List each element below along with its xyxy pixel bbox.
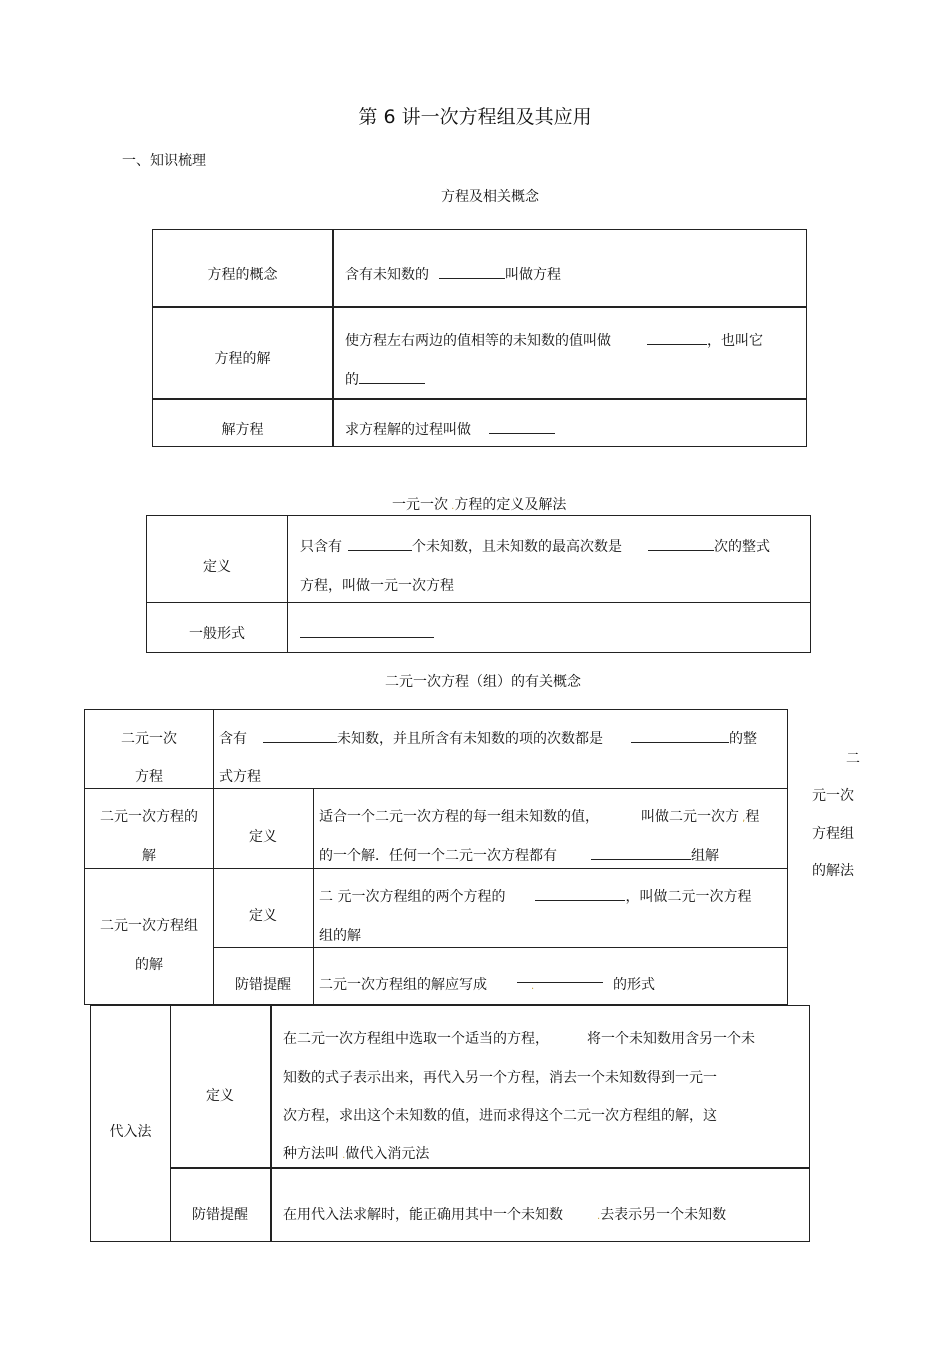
row-text: 使方程左右两边的值相等的未知数的值叫做 ，也叫它 bbox=[345, 322, 763, 360]
side-text: 的解法 bbox=[812, 863, 854, 879]
row-text: 在二元一次方程组中选取一个适当的方程， 将一个未知数用含另一个未 bbox=[283, 1031, 755, 1047]
page-title: 第 6 讲一次方程组及其应用 bbox=[358, 106, 592, 128]
row-text: 只含有 个未知数，且未知数的最高次数是 次的整式 bbox=[300, 528, 770, 566]
row-text: 在用代入法求解时，能正确用其中一个未知数 .去表示另一个未知数 bbox=[283, 1207, 727, 1223]
row-text: 次方程，求出这个未知数的值，进而求得这个二元一次方程组的解，这 bbox=[283, 1108, 717, 1124]
row-label: 方程的概念 bbox=[207, 267, 278, 283]
side-text: 元一次 bbox=[812, 788, 854, 804]
sub-label: 防错提醒 bbox=[192, 1207, 248, 1223]
row-text: 方程，叫做一元一次方程 bbox=[300, 578, 454, 594]
table1-caption: 方程及相关概念 bbox=[441, 189, 539, 205]
row-text: 种方法叫 .做代入消元法 bbox=[283, 1146, 430, 1162]
row-label: 代入法 bbox=[109, 1124, 152, 1140]
side-text: 方程组 bbox=[812, 826, 854, 842]
row-text: 含有未知数的 叫做方程 bbox=[345, 256, 561, 294]
table-equation-concepts bbox=[152, 229, 807, 447]
row-label: 方程的解 bbox=[214, 351, 271, 367]
section-heading: 一、知识梳理 bbox=[122, 153, 206, 169]
row-label: 解方程 bbox=[221, 422, 264, 438]
sub-label: 定义 bbox=[206, 1088, 234, 1104]
row-text: 二 元一次方程组的两个方程的 ，叫做二元一次方程 bbox=[319, 878, 751, 916]
row-label: 解 bbox=[142, 848, 156, 864]
row-text: 式方程 bbox=[219, 769, 261, 785]
table-substitution-method bbox=[90, 1005, 810, 1242]
side-text: 二 bbox=[846, 751, 860, 767]
row-label: 二元一次方程组 bbox=[100, 918, 198, 934]
table3-caption: 二元一次方程（组）的有关概念 bbox=[385, 674, 581, 690]
row-text: 知数的式子表示出来，再代入另一个方程，消去一个未知数得到一元一 bbox=[283, 1070, 717, 1086]
row-text: 适合一个二元一次方程的每一组未知数的值， 叫做二元一次方 ,程 bbox=[319, 809, 760, 825]
row-label: 二元一次 bbox=[121, 731, 177, 747]
sub-label: 定义 bbox=[249, 908, 277, 924]
row-label: 的解 bbox=[135, 957, 163, 973]
row-text: 二元一次方程组的解应写成 . 的形式 bbox=[319, 966, 655, 1004]
sub-label: 防错提醒 bbox=[235, 977, 291, 993]
row-text: 求方程解的过程叫做 bbox=[345, 411, 555, 449]
table2-caption: 一元一次 .方程的定义及解法 bbox=[392, 497, 567, 513]
row-label: 方程 bbox=[135, 769, 163, 785]
row-text: 的一个解．任何一个二元一次方程都有 组解 bbox=[319, 837, 719, 875]
row-text: 的 bbox=[345, 361, 425, 399]
row-text: 组的解 bbox=[319, 928, 361, 944]
row-text: 含有 未知数，并且所含有未知数的项的次数都是 的整 bbox=[219, 720, 757, 758]
row-label: 二元一次方程的 bbox=[100, 809, 198, 825]
sub-label: 定义 bbox=[249, 829, 277, 845]
row-text bbox=[300, 615, 434, 653]
table-linear-one-var bbox=[146, 515, 811, 653]
row-label: 定义 bbox=[203, 559, 231, 575]
table-two-var-concepts bbox=[84, 709, 788, 1005]
row-label: 一般形式 bbox=[189, 626, 245, 642]
